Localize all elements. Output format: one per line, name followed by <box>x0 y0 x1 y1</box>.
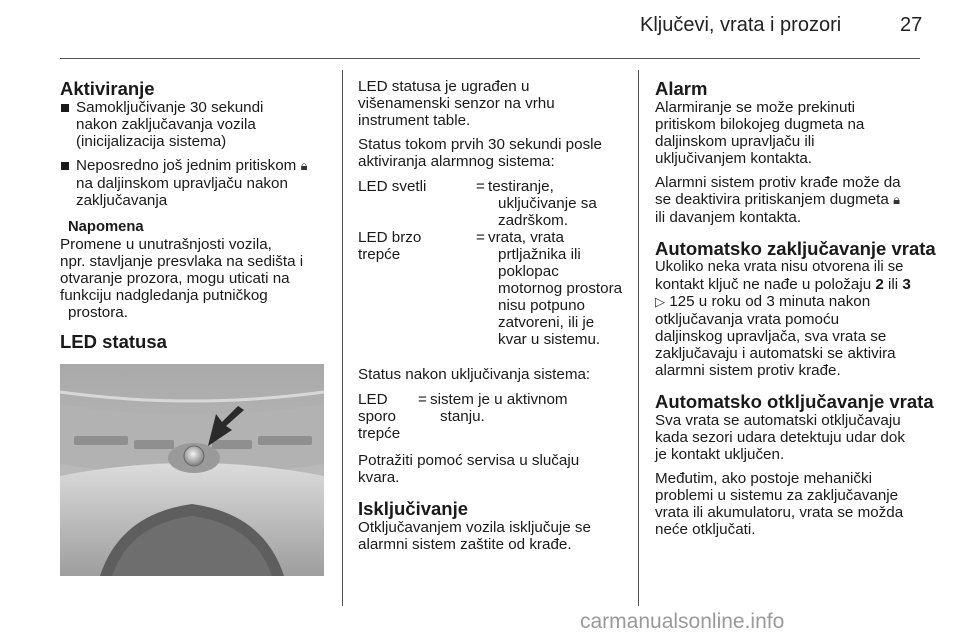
note-line: Promene u unutrašnjosti vozila, <box>60 236 272 253</box>
text-line: kada sezori udara detektuju udar dok <box>655 429 905 446</box>
dashboard-sensor-figure <box>60 364 324 576</box>
text-line: se deaktivira pritiskanjem dugmeta <box>655 191 889 208</box>
text-line-with-icon <box>655 191 923 209</box>
bullet-line: nakon zaključavanja vozila <box>76 116 256 133</box>
text-line: sporo <box>358 408 396 425</box>
bullet-line-with-icon <box>76 157 330 175</box>
section-heading-aktiviranje: Aktiviranje <box>60 78 155 99</box>
text-line: LED brzo <box>358 229 422 246</box>
text-line: sistem je u aktivnom <box>430 391 568 408</box>
bullet-line: (inicijalizacija sistema) <box>76 133 227 150</box>
definition-term <box>358 229 476 348</box>
page-reference: 125 u roku od 3 minuta nakon <box>669 293 871 310</box>
text-line: vrata ili akumulatoru, vrata se možda <box>655 504 904 521</box>
text-line: LED <box>358 391 388 408</box>
note-line: prostora. <box>68 304 128 321</box>
text-line: vrata, vrata <box>488 229 564 246</box>
text-line: testiranje, <box>488 178 554 195</box>
bullet-item <box>60 157 330 209</box>
text-line: Otključavanjem vozila isključuje se <box>358 519 591 536</box>
text-line: daljinskom upravljaču ili <box>655 133 815 150</box>
text-line: zadrškom. <box>498 212 569 229</box>
page-number: 27 <box>900 14 923 36</box>
page-reference-icon[interactable]: ▷ <box>655 295 665 310</box>
text-line: stanju. <box>440 408 485 425</box>
note-title: Napomena <box>68 219 144 235</box>
text-line: nisu potpuno <box>498 297 585 314</box>
text-line: LED statusa je ugrađen u <box>358 78 530 95</box>
text-line: neće otključati. <box>655 521 756 538</box>
text-line: motornog prostora <box>498 280 623 297</box>
definition-row <box>358 391 630 442</box>
text-line: Alarmiranje se može prekinuti <box>655 99 856 116</box>
header-rule <box>60 58 920 59</box>
definition-equals: = <box>418 391 427 408</box>
page-title: Ključevi, vrata i prozori <box>640 14 842 36</box>
bullet-line: zaključavanja <box>76 192 168 209</box>
text-line: daljinskog upravljača, sva vrata se <box>655 328 887 345</box>
text-line-with-positions <box>655 276 923 293</box>
bullet-square <box>61 104 69 112</box>
text-line: kvar u sistemu. <box>498 331 601 348</box>
definition-term: LED svetli <box>358 178 427 195</box>
text-line: zatvoreni, ili je <box>498 314 595 331</box>
text-line: Alarmni sistem protiv krađe može da <box>655 174 901 191</box>
note-line: funkciju nadgledanja putničkog <box>60 287 268 304</box>
column-2 <box>358 78 630 553</box>
text-line: zaključavaju i automatski se aktivira <box>655 345 896 362</box>
note-line: otvaranje prozora, mogu uticati na <box>60 270 290 287</box>
text-line: pritiskom bilokojeg dugmeta na <box>655 116 865 133</box>
text-line: je kontakt uključen. <box>655 446 785 463</box>
definition-equals: = <box>476 229 485 246</box>
definition-desc <box>430 391 630 442</box>
section-heading-led-statusa: LED statusa <box>60 331 167 352</box>
text-line-with-ref <box>655 293 923 311</box>
definition-term <box>358 391 418 442</box>
bullet-line: Neposredno još jednim pritiskom <box>76 157 297 174</box>
text-line: problemi u sistemu za zaključavanje <box>655 487 899 504</box>
ignition-position-2: 2 <box>875 276 884 293</box>
column-1 <box>60 78 330 352</box>
definition-desc <box>488 178 630 229</box>
watermark: carmanualsonline.info <box>580 610 785 633</box>
text-line: Potražiti pomoć servisa u slučaju <box>358 452 580 469</box>
text-line: alarmni sistem protiv krađe. <box>655 362 841 379</box>
definition-desc <box>488 229 630 348</box>
note-line: npr. stavljanje presvlaka na sedišta i <box>60 253 304 270</box>
text-line: poklopac <box>498 263 559 280</box>
text-line: Status tokom prvih 30 sekundi posle <box>358 136 602 153</box>
text-line: aktiviranja alarmnog sistema: <box>358 153 555 170</box>
service-note <box>358 452 630 486</box>
section-heading-iskljucivanje: Isključivanje <box>358 498 469 519</box>
text-line: trepće <box>358 425 401 442</box>
multifunction-sensor <box>184 446 204 466</box>
bullet-square <box>61 162 69 170</box>
section-heading-alarm: Alarm <box>655 78 708 99</box>
text-line: instrument table. <box>358 112 471 129</box>
text-line: Međutim, ako postoje mehanički <box>655 470 872 487</box>
text-line: Status nakon uključivanja sistema: <box>358 366 591 383</box>
text-line: kvara. <box>358 469 400 486</box>
ignition-position-3: 3 <box>902 276 911 293</box>
bullet-line: Samoključivanje 30 sekundi <box>76 99 264 116</box>
note-block <box>60 219 330 321</box>
column-divider-1 <box>342 70 343 606</box>
dashboard-sensor-illustration <box>60 364 324 576</box>
text-line: višenamenski senzor na vrhu <box>358 95 555 112</box>
status-intro <box>358 136 630 170</box>
text-line: Ukoliko neka vrata nisu otvorena ili se <box>655 259 904 275</box>
text-line: trepće <box>358 246 401 263</box>
text-line: uključivanje sa <box>498 195 597 212</box>
key-fob-lock-icon: 🔒︎ <box>300 159 308 174</box>
text-fragment: ili <box>883 276 903 293</box>
bullet-line: na daljinskom upravljaču nakon <box>76 175 288 192</box>
text-line: otključavanja vrata pomoću <box>655 311 840 328</box>
section-heading-auto-lock: Automatsko zaključavanje vrata <box>655 238 936 259</box>
column-divider-2 <box>638 70 639 606</box>
bullet-item <box>60 99 330 150</box>
definition-equals: = <box>476 178 485 195</box>
alarm-deactivate-paragraph <box>655 174 923 226</box>
text-line: prtljažnika ili <box>498 246 581 263</box>
definition-row <box>358 178 630 229</box>
key-fob-lock-icon: 🔒︎ <box>893 193 900 208</box>
text-line: kontakt ključ ne nađe u položaju <box>655 276 876 293</box>
mechanical-note <box>655 470 923 538</box>
section-heading-auto-unlock: Automatsko otključavanje vrata <box>655 391 934 412</box>
text-line: uključivanjem kontakta. <box>655 150 813 167</box>
definition-row <box>358 229 630 348</box>
column-3 <box>655 78 936 538</box>
text-line: Sva vrata se automatski otključavaju <box>655 412 901 429</box>
text-line: ili davanjem kontakta. <box>655 209 802 226</box>
text-line: alarmni sistem zaštite od krađe. <box>358 536 572 553</box>
